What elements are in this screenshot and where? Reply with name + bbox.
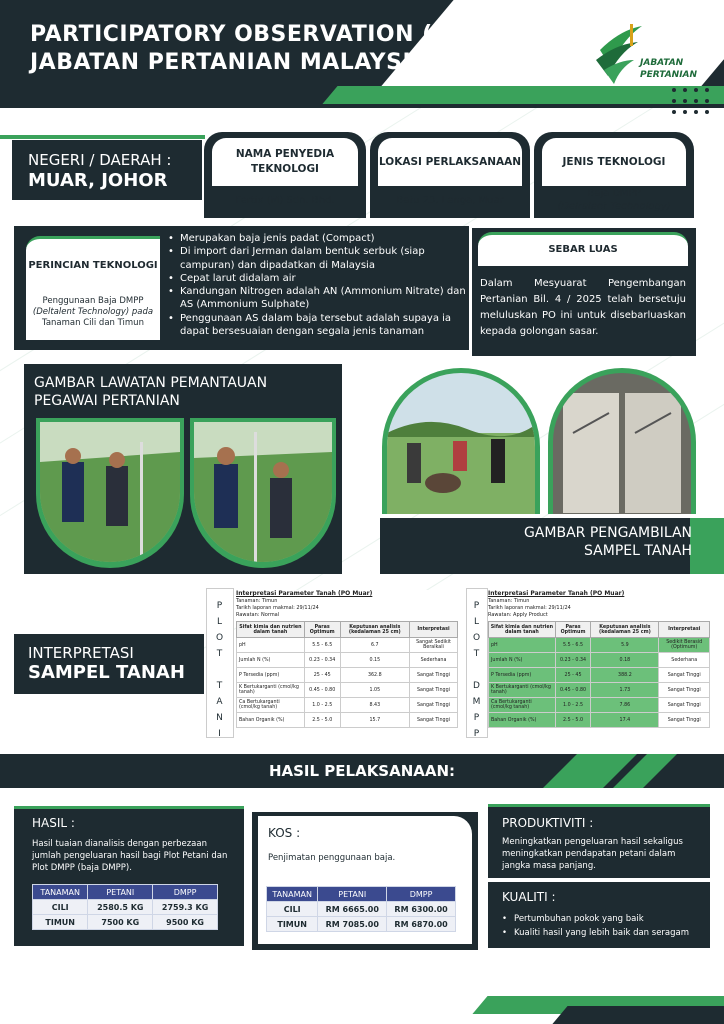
sampel-photo-frame-1	[382, 368, 540, 514]
info-card-technology-value: Baja DMPP	[587, 188, 641, 199]
table-row	[489, 653, 710, 668]
info-card-technology-note: (Deltalent Technology)	[557, 201, 671, 212]
table-row	[237, 683, 458, 698]
table-cell: 2.5 - 5.0	[304, 713, 340, 728]
interpretasi-title-line2: SAMPEL TANAH	[28, 662, 185, 683]
table-cell: 0.15	[340, 653, 409, 668]
table-cell: Ca Bertukarganti (cmol/kg tanah)	[237, 698, 305, 713]
table-cell: Sangat Tinggi	[659, 698, 710, 713]
table-row	[489, 698, 710, 713]
state-label: NEGERI / DAERAH :	[28, 151, 172, 169]
list-item: • Pertumbuhan pokok yang baik	[502, 912, 702, 926]
lawatan-title: GAMBAR LAWATAN PEMANTAUAN PEGAWAI PERTANIAN	[34, 375, 268, 409]
sampel-photo-1	[387, 373, 535, 514]
table-row	[237, 713, 458, 728]
table-cell: 6.7	[340, 638, 409, 653]
table-cell: Sedikit Berasid (Optimum)	[659, 638, 710, 653]
info-card-location-title: LOKASI PERLAKSANAAN	[378, 138, 522, 186]
sebar-luas-text: Dalam Mesyuarat Pengembangan Pertanian Bil. 4 / 2025 telah bersetuju meluluskan PO ini untuk disebarluaskan kepada golongan sasar.	[480, 278, 686, 337]
table-cell: Bahan Organik (%)	[489, 713, 556, 728]
lawatan-photo-frame-1	[36, 418, 184, 568]
table-cell: 388.2	[591, 668, 659, 683]
state-value: MUAR, JOHOR	[28, 170, 168, 191]
table-row	[237, 668, 458, 683]
state-accent	[0, 135, 205, 139]
sampel-photo-2	[553, 373, 691, 514]
table-cell: Jumlah N (%)	[489, 653, 556, 668]
table-cell: 8.43	[340, 698, 409, 713]
list-item: • Di import dari Jerman dalam bentuk serbuk (siap campuran) dan dipadatkan di Malaysia	[168, 245, 466, 272]
table-cell: Bahan Organik (%)	[237, 713, 305, 728]
table-row	[489, 668, 710, 683]
table-cell: 15.7	[340, 713, 409, 728]
table-row: CILI RM 6665.00 RM 6300.00	[267, 902, 456, 917]
kos-table: TANAMAN PETANI DMPP CILI RM 6665.00 RM 6300.00 TIMUN RM 7085.00 RM 6870.00	[266, 886, 456, 932]
table-cell: 2.5 - 5.0	[555, 713, 591, 728]
lawatan-photo-frame-2	[190, 418, 336, 568]
table-cell: Sangat Tinggi	[409, 713, 457, 728]
table-row: CILI 2580.5 KG 2759.3 KG	[33, 900, 218, 915]
kos-text: Penjimatan penggunaan baja.	[268, 853, 396, 863]
perincian-title: PERINCIAN TEKNOLOGI	[28, 260, 158, 271]
soil-table-dmpp: Interpretasi Parameter Tanah (PO Muar) Tanaman: Timun Tarikh laporan makmal: 29/11/24 Rawatan: Apply Product Sifat kimia dan nutrien dalam tanah Paras Optimum Keputusan analisis (kedalaman 25 cm) Interpretasi pH 5.5 - 6.5 5.9 Sedikit Berasid (Optimum) Jumlah N (%) 0.23 - 0.34 0.18 Sederhana P Tersedia (ppm) 25 - 45 388.2 Sangat Tinggi K Bertukarganti (cmol/kg tanah) 0.45 - 0.80 1.73 Sangat Tinggi Ca Bertukarganti (cmol/kg tanah) 1.0 - 2.5 7.86 Sangat Tinggi Bahan Organik (%) 2.5 - 5.0 17.4 Sangat Tinggi	[488, 590, 710, 728]
kualiti-title: KUALITI :	[502, 890, 556, 904]
table-cell: 5.5 - 6.5	[304, 638, 340, 653]
interpretasi-title-line1: INTERPRETASI	[28, 644, 134, 662]
table-cell: 0.23 - 0.34	[555, 653, 591, 668]
hasil-accent	[14, 806, 244, 809]
logo-text-line2: PERTANIAN	[640, 70, 698, 80]
table-row: TIMUN RM 7085.00 RM 6870.00	[267, 917, 456, 932]
kualiti-list	[502, 912, 702, 940]
hasil-table: TANAMAN PETANI DMPP CILI 2580.5 KG 2759.3 KG TIMUN 7500 KG 9500 KG	[32, 884, 218, 930]
sampel-photo-frame-2	[548, 368, 696, 514]
sampel-title-accent	[690, 518, 724, 574]
table-row	[237, 698, 458, 713]
table-cell: 17.4	[591, 713, 659, 728]
produktiviti-text: Meningkatkan pengeluaran hasil sekaligus meningkatkan pendapatan petani dalam jangka masa panjang.	[502, 837, 683, 871]
table-cell: 1.05	[340, 683, 409, 698]
info-card-provider-value: Fertix (M) Sdn. Bhd.	[235, 195, 335, 206]
page-title-line2: JABATAN PERTANIAN MALAYSIA	[30, 50, 429, 75]
perincian-subtitle: Penggunaan Baja DMPP (Deltalent Technology) pada Tanaman Cili dan Timun	[32, 296, 154, 328]
table-cell: Ca Bertukarganti (cmol/kg tanah)	[489, 698, 556, 713]
table-cell: 0.18	[591, 653, 659, 668]
info-card-technology-title: JENIS TEKNOLOGI	[542, 138, 686, 186]
soil-table-tani: Interpretasi Parameter Tanah (PO Muar) Tanaman: Timun Tarikh laporan makmal: 29/11/24 Rawatan: Normal Sifat kimia dan nutrien dalam tanah Paras Optimum Keputusan analisis (kedalaman 25 cm) Interpretasi pH 5.5 - 6.5 6.7 Sangat Sedikit Beralkali Jumlah N (%) 0.23 - 0.34 0.15 Sederhana P Tersedia (ppm) 25 - 45 362.8 Sangat Tinggi K Bertukarganti (cmol/kg tanah) 0.45 - 0.80 1.05 Sangat Tinggi Ca Bertukarganti (cmol/kg tanah) 1.0 - 2.5 8.43 Sangat Tinggi Bahan Organik (%) 2.5 - 5.0 15.7 Sangat Tinggi	[236, 590, 458, 728]
table-cell: Sangat Tinggi	[409, 683, 457, 698]
table-row	[489, 683, 710, 698]
table-cell: Sangat Tinggi	[409, 668, 457, 683]
table-cell: P Tersedia (ppm)	[237, 668, 305, 683]
table-cell: 5.5 - 6.5	[555, 638, 591, 653]
table-row	[237, 638, 458, 653]
list-item: • Penggunaan AS dalam baja tersebut adalah supaya ia dapat bersesuaian dengan segala jenis tanaman	[168, 312, 466, 339]
table-cell: Sangat Tinggi	[659, 668, 710, 683]
dot-pattern	[672, 88, 709, 114]
table-cell: 0.45 - 0.80	[304, 683, 340, 698]
table-cell: 25 - 45	[304, 668, 340, 683]
table-cell: Sederhana	[409, 653, 457, 668]
table-cell: 1.73	[591, 683, 659, 698]
table-cell: 0.23 - 0.34	[304, 653, 340, 668]
table-cell: P Tersedia (ppm)	[489, 668, 556, 683]
produktiviti-accent	[488, 804, 710, 807]
table-cell: Jumlah N (%)	[237, 653, 305, 668]
table-row	[489, 713, 710, 728]
table-cell: Sederhana	[659, 653, 710, 668]
sebar-luas-title: SEBAR LUAS	[548, 244, 618, 255]
kos-title: KOS :	[268, 826, 301, 840]
table-cell: K Bertukarganti (cmol/kg tanah)	[489, 683, 556, 698]
plot-dmpp-label: P L O T D M P P	[472, 601, 482, 739]
table-row	[489, 638, 710, 653]
table-cell: 1.0 - 2.5	[555, 698, 591, 713]
hasil-title: HASIL :	[32, 816, 75, 830]
list-item: • Kualiti hasil yang lebih baik dan seragam	[502, 926, 702, 940]
table-cell: 25 - 45	[555, 668, 591, 683]
logo-text-line1: JABATAN	[640, 58, 684, 68]
page-title-line1: PARTICIPATORY OBSERVATION (PO)	[30, 22, 480, 47]
lawatan-photo-2	[194, 422, 332, 562]
table-cell: Sangat Tinggi	[659, 713, 710, 728]
plot-tani-label: P L O T T A N I	[215, 601, 225, 739]
table-cell: Sangat Sedikit Beralkali	[409, 638, 457, 653]
table-cell: 7.86	[591, 698, 659, 713]
table-cell: 5.9	[591, 638, 659, 653]
list-item: • Kandungan Nitrogen adalah AN (Ammonium Nitrate) dan AS (Ammonium Sulphate)	[168, 285, 466, 312]
list-item: • Cepat larut didalam air	[168, 272, 466, 285]
table-cell: 0.45 - 0.80	[555, 683, 591, 698]
table-cell: pH	[237, 638, 305, 653]
hasil-pelaksanaan-title: HASIL PELAKSANAAN:	[268, 762, 456, 780]
table-cell: K Bertukarganti (cmol/kg tanah)	[237, 683, 305, 698]
perincian-list	[168, 232, 466, 338]
table-row: TIMUN 7500 KG 9500 KG	[33, 915, 218, 930]
list-item: • Merupakan baja jenis padat (Compact)	[168, 232, 466, 245]
table-cell: pH	[489, 638, 556, 653]
footer-stripe-dark	[552, 1006, 724, 1024]
table-cell: 1.0 - 2.5	[304, 698, 340, 713]
table-row	[237, 653, 458, 668]
table-cell: Sangat Tinggi	[409, 698, 457, 713]
table-cell: Sangat Tinggi	[659, 683, 710, 698]
produktiviti-title: PRODUKTIVITI :	[502, 816, 594, 830]
info-card-location-value: Batu 23, Lenga, Muar	[396, 195, 504, 206]
info-card-provider-title: NAMA PENYEDIA TEKNOLOGI	[212, 138, 358, 186]
sampel-title: GAMBAR PENGAMBILAN SAMPEL TANAH	[523, 525, 692, 559]
hasil-text: Hasil tuaian dianalisis dengan perbezaan jumlah pengeluaran hasil bagi Plot Petani dan Plot DMPP (baja DMPP).	[32, 839, 228, 873]
table-cell: 362.8	[340, 668, 409, 683]
lawatan-photo-1	[40, 422, 180, 562]
